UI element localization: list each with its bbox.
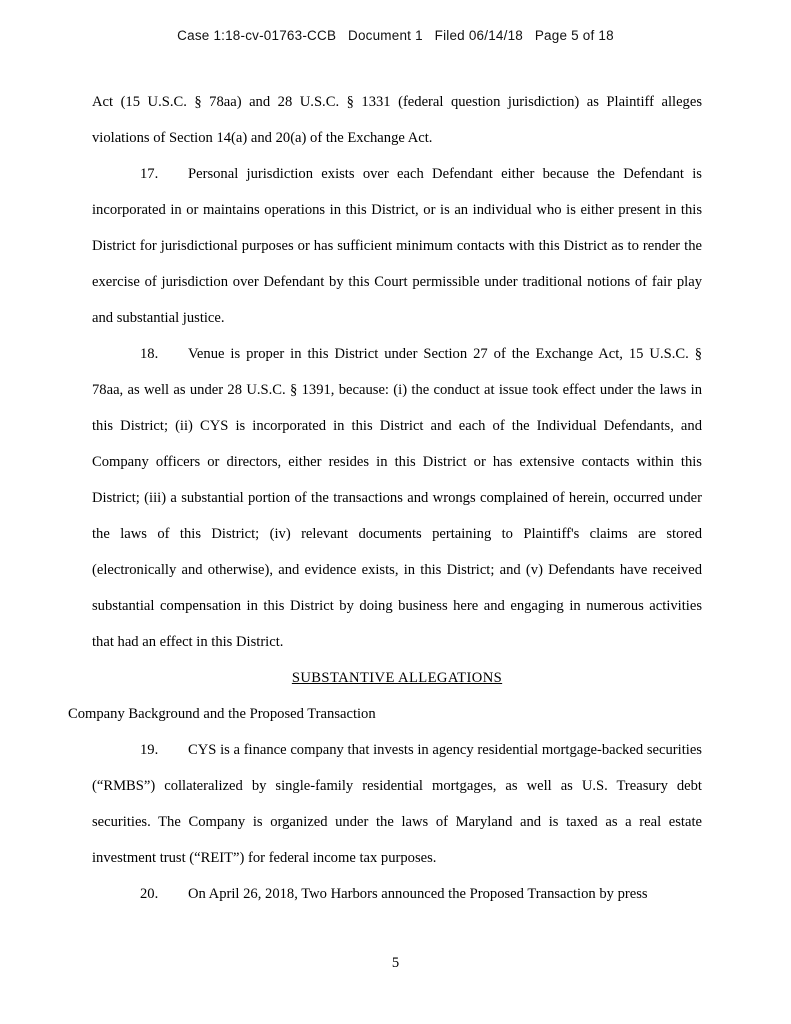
- paragraph-number-18: 18.: [140, 346, 159, 362]
- paragraph-text-20: On April 26, 2018, Two Harbors announced the Proposed Transaction by press: [188, 886, 648, 902]
- paragraph-text-17: Personal jurisdiction exists over each Defendant either because the Defendant is incorporated in or maintains operations in this District, or is an individual who is either present in this District for jurisdictional purposes or has sufficient minimum contacts with this District as to render the exercise of jurisdiction over Defendant by this Court permissible under traditional notions of fair play and substantial justice.: [92, 166, 702, 326]
- paragraph-number-20: 20.: [140, 886, 159, 902]
- paragraph-17: [92, 156, 702, 336]
- section-heading: SUBSTANTIVE ALLEGATIONS: [291, 670, 503, 686]
- case-header-stamp: Case 1:18-cv-01763-CCB Document 1 Filed 06/14/18 Page 5 of 18: [177, 28, 614, 43]
- paragraph-20: [92, 876, 702, 912]
- paragraph-18: [92, 336, 702, 660]
- paragraph-text-18: Venue is proper in this District under Section 27 of the Exchange Act, 15 U.S.C. § 78aa, as well as under 28 U.S.C. § 1391, because: (i) the conduct at issue took effect under the laws in this District; (ii) CYS is incorporated in this District and each of the Individual Defendants, and Company officers or directors, either resides in this District or has extensive contacts within this District; (iii) a substantial portion of the transactions and wrongs complained of herein, occurred under the laws of this District; (iv) relevant documents pertaining to Plaintiff's claims are stored (electronically and otherwise), and evidence exists, in this District; and (v) Defendants have received substantial compensation in this District by doing business here and engaging in numerous activities that had an effect in this District.: [92, 346, 702, 650]
- paragraph-text-19: CYS is a finance company that invests in agency residential mortgage-backed securities (“RMBS”) collateralized by single-family residential mortgages, as well as U.S. Treasury debt securities. The Company is organized under the laws of Maryland and is taxed as a real estate investment trust (“REIT”) for federal income tax purposes.: [92, 742, 702, 866]
- document-body: [68, 84, 702, 912]
- paragraph-19: [92, 732, 702, 876]
- paragraph-number-17: 17.: [140, 166, 159, 182]
- sub-heading: Company Background and the Proposed Transaction: [68, 706, 376, 722]
- continued-paragraph: Act (15 U.S.C. § 78aa) and 28 U.S.C. § 1331 (federal question jurisdiction) as Plaintiff alleges violations of Section 14(a) and 20(a) of the Exchange Act.: [92, 94, 702, 146]
- page-number: 5: [391, 955, 400, 971]
- paragraph-number-19: 19.: [140, 742, 159, 758]
